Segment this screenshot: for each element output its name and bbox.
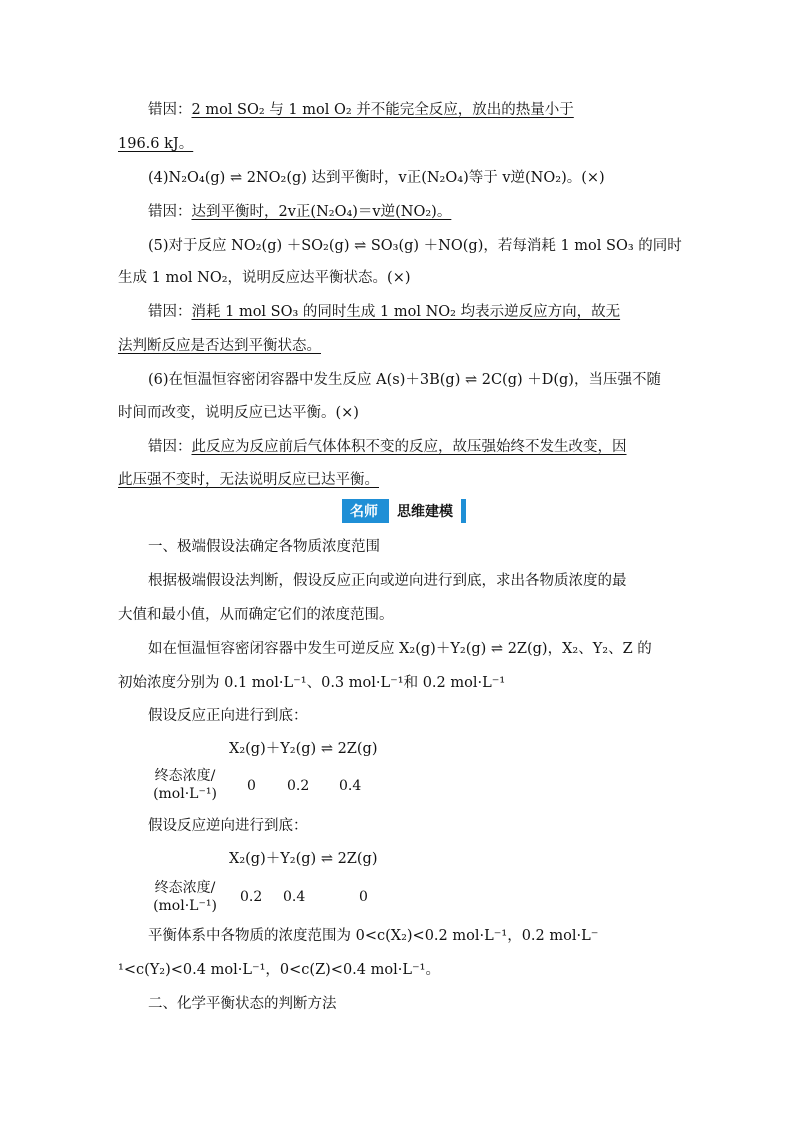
error-reason-line xyxy=(148,437,627,457)
text-line xyxy=(118,336,321,356)
error-reason-line xyxy=(148,302,620,322)
final-conc-x2: 0.2 xyxy=(240,889,263,905)
paragraph-line: 如在恒温恒容密闭容器中发生可逆反应 X₂(g)＋Y₂(g) ⇌ 2Z(g)，X₂、Y₂、Z 的 xyxy=(148,641,652,657)
banner-left-label: 名师 xyxy=(342,499,386,523)
error-explanation-cont: 此压强不变时，无法说明反应已达平衡。 xyxy=(118,472,379,488)
error-explanation: 2 mol SO₂ 与 1 mol O₂ 并不能完全反应，放出的热量小于 xyxy=(191,102,574,118)
error-explanation: 此反应为反应前后气体体积不变的反应，故压强始终不发生改变，因 xyxy=(191,439,627,455)
section-banner xyxy=(342,499,466,523)
reaction-equation: X₂(g)＋Y₂(g) ⇌ 2Z(g) xyxy=(229,851,378,867)
error-prefix: 错因： xyxy=(148,204,192,220)
statement-6-cont: 时间而改变，说明反应已达平衡。(×) xyxy=(118,405,359,421)
error-prefix: 错因： xyxy=(148,304,192,320)
error-prefix: 错因： xyxy=(148,439,192,455)
banner-end-bar xyxy=(461,499,466,523)
range-line: 平衡体系中各物质的浓度范围为 0<c(X₂)<0.2 mol·L⁻¹，0.2 mol·L⁻ xyxy=(148,928,599,944)
final-conc-y2: 0.4 xyxy=(283,889,306,905)
statement-5: (5)对于反应 NO₂(g) ＋SO₂(g) ⇌ SO₃(g) ＋NO(g)，若每消耗 1 mol SO₃ 的同时 xyxy=(148,238,682,254)
range-line-cont: ¹<c(Y₂)<0.4 mol·L⁻¹，0<c(Z)<0.4 mol·L⁻¹。 xyxy=(118,962,440,978)
statement-6: (6)在恒温恒容密闭容器中发生反应 A(s)＋3B(g) ⇌ 2C(g) ＋D(g)，当压强不随 xyxy=(148,372,661,388)
forward-assumption: 假设反应正向进行到底： xyxy=(148,708,308,724)
section-heading: 二、化学平衡状态的判断方法 xyxy=(148,996,337,1012)
paragraph-line: 初始浓度分别为 0.1 mol·L⁻¹、0.3 mol·L⁻¹和 0.2 mol·L⁻¹ xyxy=(118,675,506,691)
error-explanation-cont: 196.6 kJ。 xyxy=(118,136,194,152)
text-line xyxy=(118,134,193,154)
section-heading: 一、极端假设法确定各物质浓度范围 xyxy=(148,539,380,555)
final-conc-y2: 0.2 xyxy=(287,778,310,794)
error-reason-line xyxy=(148,100,574,120)
error-prefix: 错因： xyxy=(148,102,192,118)
error-reason-line xyxy=(148,202,451,222)
paragraph-line: 大值和最小值，从而确定它们的浓度范围。 xyxy=(118,607,394,623)
reaction-equation: X₂(g)＋Y₂(g) ⇌ 2Z(g) xyxy=(229,741,378,757)
banner-right-label: 思维建模 xyxy=(386,499,461,523)
statement-4: (4)N₂O₄(g) ⇌ 2NO₂(g) 达到平衡时，v正(N₂O₄)等于 v逆(NO₂)。(×) xyxy=(148,170,605,186)
final-conc-label: 终态浓度/ (mol·L⁻¹) xyxy=(153,768,217,802)
final-conc-x2: 0 xyxy=(247,778,256,794)
final-conc-z: 0.4 xyxy=(339,778,362,794)
error-explanation: 消耗 1 mol SO₃ 的同时生成 1 mol NO₂ 均表示逆反应方向，故无 xyxy=(191,304,621,320)
final-conc-z: 0 xyxy=(359,889,368,905)
error-explanation: 达到平衡时，2v正(N₂O₄)＝v逆(NO₂)。 xyxy=(191,204,452,220)
reverse-assumption: 假设反应逆向进行到底： xyxy=(148,818,308,834)
final-conc-label: 终态浓度/ (mol·L⁻¹) xyxy=(153,880,217,914)
statement-5-cont: 生成 1 mol NO₂，说明反应达平衡状态。(×) xyxy=(118,270,411,286)
paragraph-line: 根据极端假设法判断，假设反应正向或逆向进行到底，求出各物质浓度的最 xyxy=(148,573,627,589)
text-line xyxy=(118,470,379,490)
error-explanation-cont: 法判断反应是否达到平衡状态。 xyxy=(118,338,321,354)
